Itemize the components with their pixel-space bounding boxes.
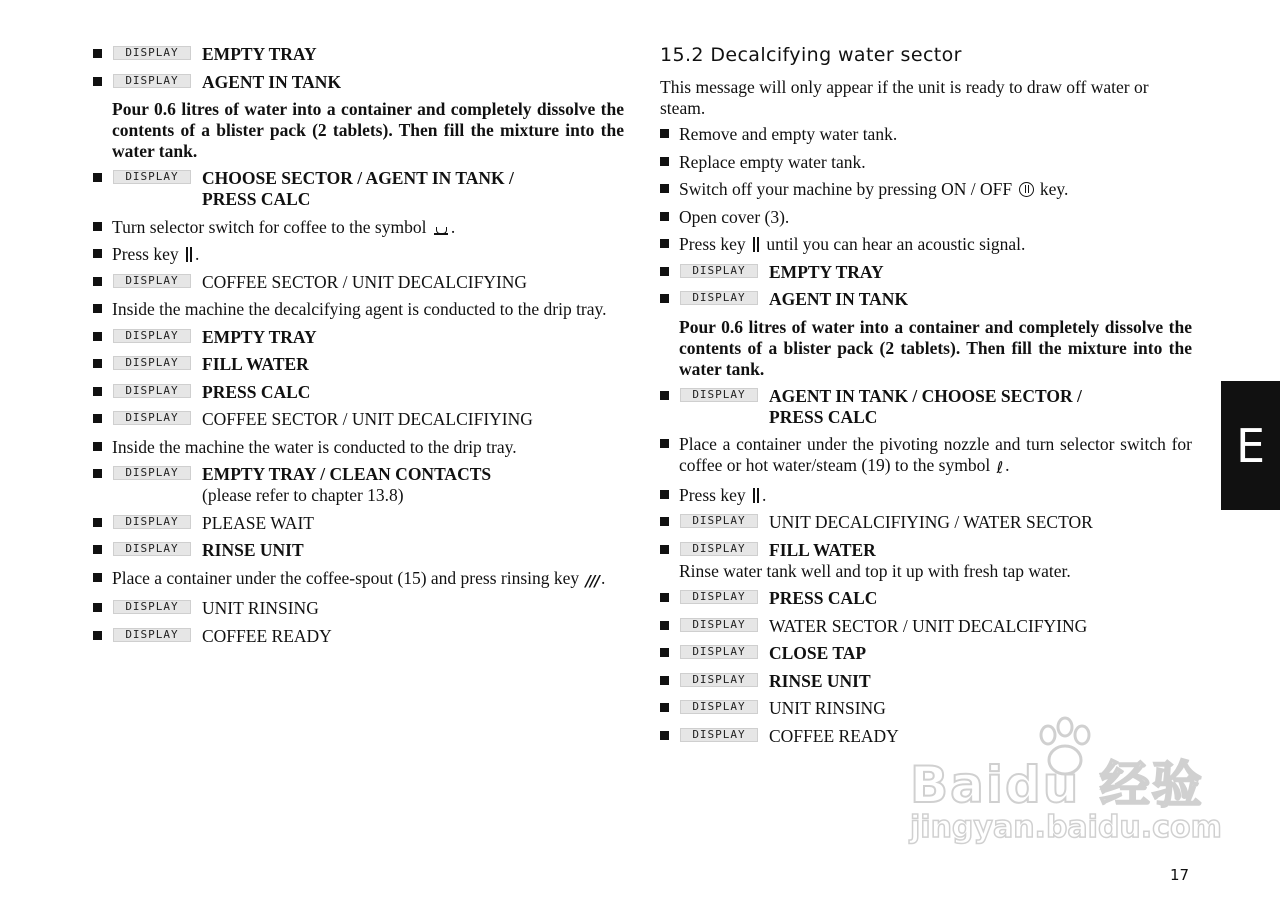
bullet-row [660,234,1192,255]
bullet-square-icon [93,387,102,396]
display-label: DISPLAY [113,329,191,343]
display-row [660,386,1192,428]
bullet-square-icon [660,439,669,448]
display-label: DISPLAY [113,411,191,425]
bullet-square-icon [93,49,102,58]
bullet-row [660,485,1192,506]
bullet-text-content: Place a container under the coffee-spout (15) and press rinsing key [112,567,580,588]
bullet-square-icon [660,731,669,740]
display-message: COFFEE SECTOR / UNIT DECALCIFIYING [202,409,533,429]
display-message: FILL WATER [202,354,309,374]
instruction-paragraph: Pour 0.6 litres of water into a container and completely dissolve the contents of a blister pack (2 tablets). Then fill the mixture into the water tank. [112,99,624,161]
bullet-text: Place a container under the coffee-spout (15) and press rinsing key /// . [112,567,606,590]
display-label: DISPLAY [113,600,191,614]
section-title: 15.2 Decalcifying water sector [660,44,962,66]
intro-paragraph: This message will only appear if the unit is ready to draw off water or steam. [660,77,1149,118]
bullet-row [660,124,1192,145]
cup-icon [433,219,449,235]
bullet-text: Inside the machine the water is conducted to the drip tray. [112,436,517,457]
bullet-square-icon [93,249,102,258]
bullet-row [93,244,624,265]
bullet-square-icon [93,545,102,554]
display-row [93,513,624,534]
display-message [769,386,1192,428]
bullet-text [679,179,1192,200]
display-message: EMPTY TRAY [202,326,317,347]
display-row [660,616,1192,637]
power-icon [1019,182,1034,197]
display-label: DISPLAY [680,590,758,604]
display-row [93,409,624,430]
display-label: DISPLAY [113,628,191,642]
display-message: COFFEE READY [769,725,899,746]
bullet-text-end: key. [1039,179,1069,199]
watermark-url: jingyan.baidu.com [910,810,1222,845]
brew-key-icon [752,488,760,503]
display-message-line: CHOOSE SECTOR / AGENT IN TANK / [202,168,514,188]
bullet-square-icon [660,648,669,657]
display-row [93,272,624,293]
display-message-line: PRESS CALC [202,189,311,209]
display-message: RINSE UNIT [769,670,871,691]
display-message: PLEASE WAIT [202,512,314,533]
display-message: UNIT RINSING [769,698,886,718]
display-row [93,464,624,506]
bullet-square-icon [660,676,669,685]
watermark [905,715,1222,855]
display-label: DISPLAY [680,728,758,742]
display-row [660,289,1192,310]
display-label: DISPLAY [680,291,758,305]
page-number: 17 [1170,866,1190,884]
display-message-note: (please refer to chapter 13.8) [202,485,404,505]
display-label: DISPLAY [680,700,758,714]
display-message [202,464,624,506]
bullet-square-icon [660,517,669,526]
bullet-square-icon [93,631,102,640]
bullet-square-icon [660,703,669,712]
display-row [93,598,624,619]
display-message-line: PRESS CALC [769,406,878,427]
display-message: EMPTY TRAY [202,44,317,64]
bullet-square-icon [660,239,669,248]
display-message-line: EMPTY TRAY / CLEAN CONTACTS [202,464,492,484]
display-label: DISPLAY [680,645,758,659]
display-message: PRESS CALC [769,588,878,608]
display-row [660,262,1192,283]
display-row [93,354,624,375]
bullet-square-icon [660,621,669,630]
display-message: CLOSE TAP [769,643,867,663]
bullet-text: Place a container under the pivoting nozzle and turn selector switch for coffee or hot water/steam (19) to the symbol ℓ . [679,434,1192,477]
display-label: DISPLAY [680,264,758,278]
bullet-row [93,568,624,592]
bullet-text-content: Switch off your machine by pressing ON / OFF [679,179,1013,199]
bullet-square-icon [660,212,669,221]
bullet-square-icon [93,414,102,423]
display-label: DISPLAY [113,274,191,288]
bullet-square-icon [93,304,102,313]
bullet-text: Replace empty water tank. [679,151,866,172]
brew-key-icon [752,237,760,252]
bullet-row [660,207,1192,228]
instruction-paragraph: Pour 0.6 litres of water into a container and completely dissolve the contents of a blister pack (2 tablets). Then fill the mixture into the water tank. [679,316,1192,379]
bullet-text: Press key . [679,484,767,505]
bullet-text-content: Press key [679,234,746,254]
bullet-square-icon [93,603,102,612]
bullet-text: Turn selector switch for coffee to the symbol . [112,216,456,237]
display-message: EMPTY TRAY [769,261,884,282]
bullet-square-icon [660,294,669,303]
display-row [660,512,1192,533]
display-label: DISPLAY [680,618,758,632]
display-message: FILL WATER [769,539,876,560]
bullet-square-icon [660,267,669,276]
language-tab: E [1221,381,1280,510]
bullet-square-icon [93,332,102,341]
display-row [93,168,624,210]
bullet-square-icon [660,490,669,499]
steam-icon: ℓ [996,458,1004,477]
display-message-line: AGENT IN TANK / CHOOSE SECTOR / [769,385,1082,406]
display-label: DISPLAY [113,74,191,88]
bullet-square-icon [660,545,669,554]
left-column [93,44,624,653]
display-label: DISPLAY [113,46,191,60]
bullet-text: Open cover (3). [679,206,790,227]
bullet-row [93,217,624,238]
bullet-text: Remove and empty water tank. [679,124,898,144]
display-row [660,540,1192,582]
display-message: AGENT IN TANK [202,71,342,92]
bullet-text-content: Press key [679,484,746,505]
bullet-text-content: Turn selector switch for coffee to the symbol [112,216,427,237]
display-label: DISPLAY [113,542,191,556]
bullet-square-icon [660,184,669,193]
display-label: DISPLAY [113,466,191,480]
bullet-square-icon [93,573,102,582]
bullet-text-content: Press key [112,244,179,264]
display-message: UNIT DECALCIFIYING / WATER SECTOR [769,512,1093,532]
display-label: DISPLAY [113,515,191,529]
display-message: COFFEE SECTOR / UNIT DECALCIFYING [202,271,528,292]
display-message: UNIT RINSING [202,598,319,618]
display-label: DISPLAY [680,542,758,556]
display-label: DISPLAY [113,170,191,184]
display-row [93,382,624,403]
display-message: COFFEE READY [202,625,332,646]
bullet-text: Inside the machine the decalcifying agent is conducted to the drip tray. [112,299,607,319]
brew-key-icon [185,247,193,262]
display-message: RINSE UNIT [202,540,304,560]
bullet-square-icon [93,277,102,286]
bullet-square-icon [660,391,669,400]
bullet-row [660,152,1192,173]
bullet-square-icon [93,173,102,182]
bullet-text-content: Place a container under the pivoting nozzle and turn selector switch for coffee or hot water/steam (19) to the symbol [679,434,1192,475]
watermark-main-text: Baidu 经验 [910,756,1204,814]
display-label: DISPLAY [113,356,191,370]
display-row [93,72,624,93]
display-message: PRESS CALC [202,381,311,402]
display-row [93,327,624,348]
bullet-row [660,179,1192,200]
display-label: DISPLAY [680,514,758,528]
bullet-square-icon [93,359,102,368]
bullet-text-end: until you can hear an acoustic signal. [766,234,1026,254]
display-message [202,168,624,210]
bullet-row [93,299,624,320]
bullet-square-icon [93,469,102,478]
display-row [93,44,624,65]
display-label: DISPLAY [680,673,758,687]
display-row [660,671,1192,692]
bullet-square-icon [660,129,669,138]
bullet-text: Press key . [112,244,200,264]
bullet-square-icon [93,77,102,86]
display-note: Rinse water tank well and top it up with fresh tap water. [679,560,1071,581]
rinse-key-icon: /// [585,571,599,590]
bullet-square-icon [93,442,102,451]
bullet-square-icon [660,157,669,166]
display-row [660,643,1192,664]
bullet-square-icon [660,593,669,602]
right-column [660,44,1192,753]
bullet-text [679,234,1192,255]
display-label: DISPLAY [113,384,191,398]
bullet-row [660,434,1192,478]
display-row [93,540,624,561]
display-row [93,626,624,647]
display-label: DISPLAY [680,388,758,402]
display-row [660,588,1192,609]
display-message: AGENT IN TANK [769,289,909,309]
bullet-row [93,437,624,458]
bullet-square-icon [93,222,102,231]
display-message: WATER SECTOR / UNIT DECALCIFYING [769,615,1088,636]
bullet-square-icon [93,518,102,527]
